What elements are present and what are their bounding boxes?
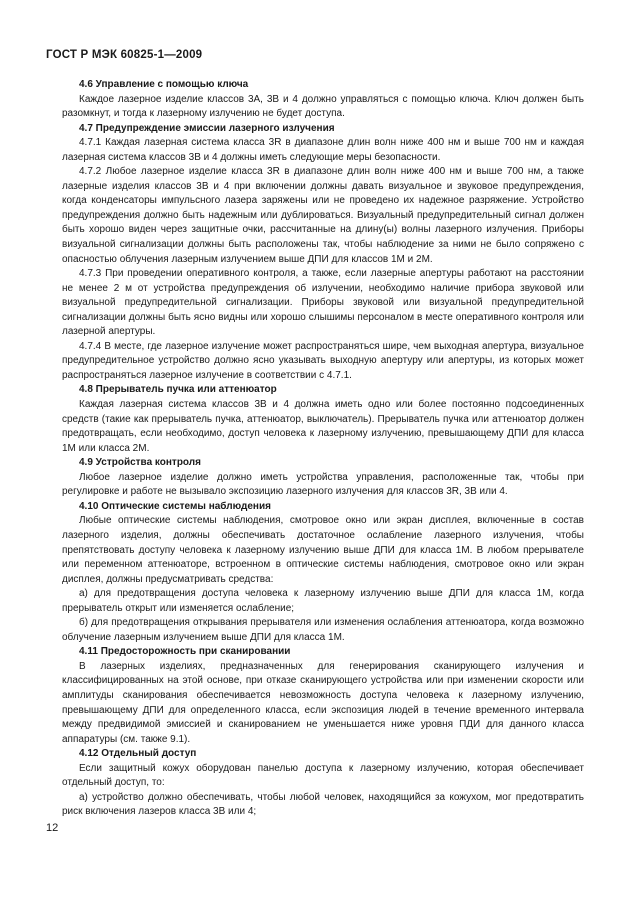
- section-heading: 4.9 Устройства контроля: [79, 457, 201, 469]
- section-heading: 4.12 Отдельный доступ: [79, 748, 197, 760]
- paragraph: В лазерных изделиях, предназначенных для генерирования сканирующего излучения и классифицированных на этой основе, при отказе сканирующего устройства или при изменении скорости или амплитуды сканирования обеспечивается невозможность доступа человека к лазерному излучению, превышающему ДПИ для определенного класса, если экспозиция людей в течение временного интервала между предвидимой эмиссией и сканированием не уменьшается ниже уровня ПДИ для данного класса аппаратуры (см. также 9.1).: [62, 660, 584, 745]
- paragraph: Каждая лазерная система классов 3В и 4 должна иметь одно или более постоянно подсоединенных средств (такие как прерыватель пучка, аттенюатор, выключатель). Прерыватель пучка или аттенюатор должен предотвращать, если необходимо, доступ человека к лазерному излучению, превышающему ДПИ для класса 1М или класса 2М.: [62, 399, 584, 454]
- list-item: а) устройство должно обеспечивать, чтобы любой человек, находящийся за кожухом, мог предотвратить риск включения лазеров класса 3В или 4;: [62, 791, 584, 818]
- section-heading: 4.6 Управление с помощью ключа: [79, 79, 249, 90]
- page-number: 12: [46, 822, 59, 834]
- standard-header: ГОСТ Р МЭК 60825-1—2009: [46, 49, 203, 61]
- section-heading: 4.8 Прерыватель пучка или аттенюатор: [79, 384, 277, 396]
- paragraph: 4.7.3 При проведении оперативного контроля, а также, если лазерные апертуры работают на расстоянии не менее 2 м от устройства предупреждения об излучении, необходимо наличие прибора звуковой или визуальной предупредительной сигнализации. Приборы звуковой или визуальной предупредительной сигнализации должны быть ясно видны или хорошо слышимы персоналом в месте оперативного контроля или лазерной апертуры.: [62, 268, 584, 338]
- paragraph: 4.7.2 Любое лазерное изделие класса 3R в диапазоне длин волн ниже 400 нм и выше 700 нм, а также лазерные изделия классов 3В и 4 при включении должны давать визуальное и звуковое предупреждения, когда конденсаторы импульсного лазера заряжены или не проведено их надежное разряжение. Устройство предупреждения должно быть надежным или дублироваться. Визуальный предупредительный сигнал должен быть хорошо виден через защитные очки, рассчитанные на длину(ы) волны лазерного излучения. Приборы визуальной сигнализации должны быть расположены так, чтобы наблюдение за ними не было сопряжено с опасностью облучения лазерным излучением выше ДПИ для классов 1М и 2М.: [62, 166, 584, 265]
- list-item: а) для предотвращения доступа человека к лазерному излучению выше ДПИ для класса 1М, когда прерыватель открыт или изменяется ослабление;: [62, 588, 584, 614]
- paragraph: 4.7.4 В месте, где лазерное излучение может распространяться шире, чем выходная апертура, визуальное предупредительное устройство должно ясно указывать выходную апертуру или апертуры, из которых может распространяться лазерное излучение в соответствии с 4.7.1.: [62, 340, 584, 381]
- section-heading: 4.11 Предосторожность при сканировании: [79, 646, 291, 658]
- paragraph: 4.7.1 Каждая лазерная система класса 3R в диапазоне длин волн ниже 400 нм и выше 700 нм и каждая лазерная система классов 3В и 4 должны иметь следующие меры безопасности.: [62, 137, 584, 163]
- section-heading: 4.7 Предупреждение эмиссии лазерного излучения: [79, 122, 335, 134]
- paragraph: Любые оптические системы наблюдения, смотровое окно или экран дисплея, включенные в состав лазерного изделия, должны обеспечивать достаточное ослабление лазерного излучения, чтобы препятствовать доступу человека к лазерному излучению выше ДПИ для класса 1М. В любом прерывателе или переменном аттенюаторе, встроенном в оптические системы наблюдения, смотровое окно или экран дисплея, должны предусматривать средства:: [62, 515, 584, 585]
- document-body: [62, 78, 584, 820]
- paragraph: Если защитный кожух оборудован панелью доступа к лазерному излучению, которая обеспечивает отдельный доступ, то:: [62, 762, 584, 789]
- paragraph: Любое лазерное изделие должно иметь устройства управления, расположенные так, чтобы при регулировке и работе не вызывало экспозицию лазерного излучения для классов 3R, 3В или 4.: [62, 471, 584, 498]
- list-item: б) для предотвращения открывания прерывателя или изменения ослабления аттенюатора, когда возможно облучение лазерным излучением выше ДПИ для класса 1М.: [62, 617, 584, 643]
- paragraph: Каждое лазерное изделие классов 3А, 3В и 4 должно управляться с помощью ключа. Ключ должен быть разомкнут, и тогда к лазерному излучению не будет доступа.: [62, 93, 584, 120]
- section-heading: 4.10 Оптические системы наблюдения: [79, 500, 271, 512]
